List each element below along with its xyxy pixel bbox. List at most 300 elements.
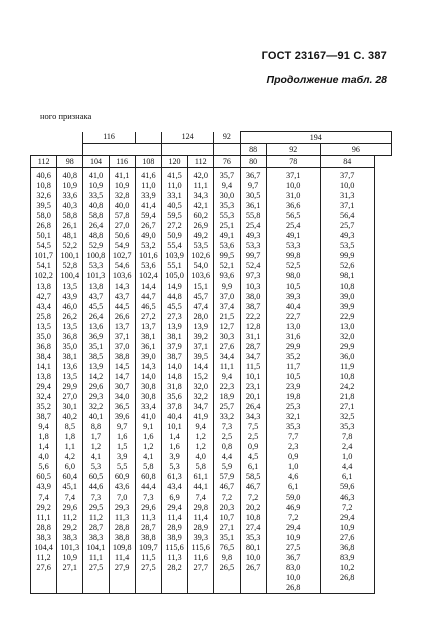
- table-cell: 13,0: [285, 321, 301, 331]
- table-cell: 36,7: [245, 171, 261, 180]
- table-cell: 52,8: [62, 261, 78, 271]
- table-cell: 27,0: [62, 392, 78, 402]
- table-cell: 20,3: [219, 502, 235, 512]
- table-cell: 27,4: [245, 522, 261, 532]
- table-cell: 9,7: [116, 422, 128, 432]
- table-cell: 52,2: [62, 241, 78, 251]
- table-cell: 38,4: [36, 351, 51, 361]
- table-cell: 30,5: [245, 191, 261, 201]
- table-cell: 29,2: [62, 522, 78, 532]
- table-cell: 22,3: [219, 381, 235, 391]
- table-cell: 13,9: [88, 361, 104, 371]
- column-cells-9: [266, 168, 320, 594]
- table-cell: 13,9: [193, 321, 208, 331]
- table-cell: 14,3: [141, 361, 156, 371]
- table-cell: 36,6: [285, 201, 301, 211]
- table-cell: 34,4: [219, 351, 235, 361]
- table-cell: 48,8: [88, 231, 104, 241]
- table-cell: 28,7: [88, 522, 104, 532]
- table-cell: 29,6: [88, 381, 104, 391]
- table-cell: 103,6: [112, 271, 132, 281]
- table-cell: 99,9: [339, 251, 355, 261]
- table-cell: 14,2: [88, 371, 104, 381]
- fragment-text: ного признака: [40, 111, 92, 121]
- sub-header-96: 96: [320, 144, 391, 156]
- table-cell: 55,8: [245, 211, 261, 221]
- table-cell: 7,2: [288, 512, 299, 522]
- table-cell: 33,9: [141, 191, 156, 201]
- table-cell: 104,4: [34, 542, 53, 552]
- table-cell: 26,2: [62, 311, 78, 321]
- table-cell: 11,3: [141, 512, 156, 522]
- table-cell: 30,0: [219, 191, 235, 201]
- table-cell: 10,3: [245, 281, 261, 291]
- table-cell: 1,6: [143, 432, 154, 442]
- table-cell: [188, 573, 213, 583]
- table-cell: 6,0: [64, 462, 75, 472]
- column-cells-3: [109, 168, 135, 594]
- table-cell: 50,9: [167, 231, 182, 241]
- table-cell: 4,2: [64, 452, 75, 462]
- table-cell: [162, 573, 187, 583]
- table-cell: 49,1: [219, 231, 235, 241]
- table-cell: 1,0: [342, 452, 353, 462]
- table-cell: 7,4: [64, 492, 75, 502]
- table-cell: 59,0: [285, 492, 301, 502]
- table-cell: 105,0: [165, 271, 184, 281]
- table-cell: 32,2: [193, 392, 208, 402]
- table-cell: 1,2: [143, 442, 154, 452]
- table-cell: 83,9: [339, 552, 355, 562]
- table-cell: 13,8: [88, 281, 104, 291]
- table-cell: 103,6: [191, 271, 211, 281]
- header-row-group: [31, 132, 392, 144]
- table-cell: 20,2: [245, 502, 261, 512]
- table-cell: 25,4: [245, 221, 261, 231]
- table-cell: 26,4: [88, 311, 104, 321]
- table-cell: 101,3: [86, 271, 106, 281]
- table-cell: [110, 573, 135, 583]
- table-cell: [136, 573, 161, 583]
- group-header-empty-left-2: [57, 132, 83, 144]
- table-cell: 10,2: [339, 562, 355, 572]
- table-cell: 60,8: [141, 472, 156, 482]
- table-cell: 58,8: [88, 211, 104, 221]
- table-cell: 14,3: [114, 281, 130, 291]
- column-header-9: 78: [266, 156, 320, 168]
- table-cell: 58,0: [36, 211, 51, 221]
- table-cell: 28,7: [141, 522, 156, 532]
- table-cell: 9,7: [247, 181, 259, 191]
- table-cell: 13,8: [36, 281, 51, 291]
- table-cell: 27,2: [167, 221, 182, 231]
- table-cell: 30,8: [141, 381, 156, 391]
- table-cell: 7,0: [116, 492, 128, 502]
- table-cell: 11,1: [219, 361, 235, 371]
- table-cell: 29,3: [114, 502, 130, 512]
- table-cell: 32,8: [114, 191, 130, 201]
- group-header-116: 116: [83, 132, 135, 144]
- table-cell: 46,3: [339, 492, 355, 502]
- table-cell: 53,5: [193, 241, 208, 251]
- table-cell: 59,5: [167, 211, 182, 221]
- table-cell: 14,0: [167, 361, 182, 371]
- group-header-116-ext: [135, 132, 161, 144]
- table-cell: [110, 583, 135, 593]
- table-cell: 1,5: [116, 442, 128, 452]
- table-cell: 29,5: [88, 502, 104, 512]
- table-cell: 27,6: [36, 562, 51, 572]
- column-header-7: 76: [214, 156, 240, 168]
- table-cell: 11,4: [167, 512, 182, 522]
- column-cells-6: [188, 168, 214, 594]
- table-cell: 27,5: [88, 562, 104, 572]
- table-cell: 14,9: [167, 281, 182, 291]
- table-cell: 83,0: [285, 562, 301, 572]
- table-cell: 99,5: [219, 251, 235, 261]
- table-cell: 101,3: [60, 542, 80, 552]
- table-cell: 60,4: [62, 472, 78, 482]
- table-cell: 41,6: [141, 171, 156, 180]
- table-cell: 102,4: [139, 271, 158, 281]
- table-cell: 60,9: [114, 472, 130, 482]
- table-cell: 39,2: [193, 331, 208, 341]
- table-cell: [241, 583, 266, 593]
- table-cell: 37,8: [167, 402, 182, 412]
- table-cell: [83, 583, 108, 593]
- table-cell: 9,4: [38, 422, 49, 432]
- table-cell: 40,8: [62, 171, 78, 180]
- table-cell: [241, 573, 266, 583]
- table-cell: 40,0: [114, 201, 130, 211]
- table-cell: 93,6: [219, 271, 235, 281]
- table-cell: 10,5: [285, 281, 301, 291]
- table-cell: 37,1: [339, 201, 355, 211]
- table-cell: 24,2: [339, 381, 355, 391]
- table-cell: 80,1: [245, 542, 261, 552]
- table-cell: 38,8: [114, 532, 130, 542]
- table-cell: 10,9: [339, 522, 355, 532]
- table-cell: 7,3: [90, 492, 102, 502]
- sub-header-spacer-120: [161, 144, 213, 156]
- table-cell: 26,9: [193, 221, 208, 231]
- table-cell: 10,8: [339, 281, 355, 291]
- table-cell: 27,5: [285, 542, 301, 552]
- table-cell: 47,4: [193, 301, 208, 311]
- table-cell: [57, 583, 82, 593]
- column-cells-1: [57, 168, 83, 594]
- table-cell: 26,6: [114, 311, 130, 321]
- table-cell: 25,8: [36, 311, 51, 321]
- table-cell: 41,9: [193, 412, 208, 422]
- table-cell: 8,8: [90, 422, 102, 432]
- table-cell: 26,4: [88, 221, 104, 231]
- table-cell: 100,8: [86, 251, 106, 261]
- data-table: [30, 131, 392, 594]
- table-cell: 1,2: [195, 432, 206, 442]
- table-cell: [57, 573, 82, 583]
- table-cell: 26,8: [36, 221, 51, 231]
- table-cell: 28,8: [114, 522, 130, 532]
- table-cell: 34,3: [245, 412, 261, 422]
- table-cell: 21,8: [339, 392, 355, 402]
- table-cell: 8,5: [64, 422, 75, 432]
- table-cell: 11,2: [36, 552, 51, 562]
- table-cell: 38,7: [167, 351, 182, 361]
- table-cell: 10,9: [285, 532, 301, 542]
- table-cell: 7,3: [221, 422, 233, 432]
- table-cell: 43,6: [114, 482, 130, 492]
- table-cell: 36,1: [245, 201, 261, 211]
- table-cell: 40,4: [167, 412, 182, 422]
- table-cell: 7,7: [288, 432, 299, 442]
- table-cell: 27,0: [114, 221, 130, 231]
- table-cell: [321, 583, 374, 593]
- table-cell: 14,8: [167, 371, 182, 381]
- column-header-1: 98: [57, 156, 83, 168]
- table-cell: 5,8: [195, 462, 206, 472]
- table-cell: 53,6: [219, 241, 235, 251]
- table-cell: 32,5: [339, 412, 355, 422]
- table-cell: 1,6: [169, 442, 180, 452]
- table-cell: 4,5: [247, 452, 259, 462]
- table-cell: 10,8: [339, 371, 355, 381]
- table-cell: 41,4: [141, 201, 156, 211]
- table-cell: 7,4: [38, 492, 49, 502]
- table-cell: 29,9: [62, 381, 78, 391]
- table-cell: 46,7: [219, 482, 235, 492]
- table-cell: [188, 583, 213, 593]
- table-cell: 54,1: [36, 261, 51, 271]
- table-cell: 27,5: [141, 562, 156, 572]
- table-cell: 39,3: [285, 291, 301, 301]
- table-cell: 9,4: [195, 422, 206, 432]
- table-cell: 11,1: [88, 552, 104, 562]
- page-header: ГОСТ 23167—91 С. 387: [261, 50, 387, 62]
- column-header-10: 84: [320, 156, 374, 168]
- table-cell: 42,0: [193, 171, 208, 180]
- table-cell: 44,5: [114, 301, 130, 311]
- table-cell: 3,9: [116, 452, 128, 462]
- table-cell: 36,8: [36, 341, 51, 351]
- table-cell: 38,1: [167, 331, 182, 341]
- table-cell: 109,8: [112, 542, 132, 552]
- table-cell: 98,0: [285, 271, 301, 281]
- table-cell: 30,3: [219, 331, 235, 341]
- table-cell: 20,1: [245, 392, 261, 402]
- table-cell: 41,5: [167, 171, 182, 180]
- table-cell: 27,1: [339, 402, 355, 412]
- table-cell: 38,5: [88, 351, 104, 361]
- table-cell: 1,4: [38, 442, 49, 452]
- table-cell: 37,9: [167, 341, 182, 351]
- table-cell: 100,1: [60, 251, 80, 261]
- table-cell: 6,1: [342, 472, 353, 482]
- table-cell: 102,6: [191, 251, 211, 261]
- table-cell: [162, 583, 187, 593]
- table-cell: 4,0: [38, 452, 49, 462]
- table-cell: 30,1: [62, 402, 78, 412]
- table-cell: 7,8: [342, 432, 353, 442]
- table-cell: 102,7: [112, 251, 132, 261]
- table-cell: 2,5: [221, 432, 233, 442]
- table-cell: 41,0: [141, 412, 156, 422]
- table-cell: 38,1: [141, 331, 156, 341]
- table-cell: 36,1: [141, 341, 156, 351]
- table-cell: 41,1: [114, 171, 130, 180]
- group-header-empty-left: [31, 132, 57, 144]
- table-cell: 7,2: [342, 502, 353, 512]
- table-cell: 27,1: [62, 562, 78, 572]
- table-cell: 22,9: [339, 311, 355, 321]
- table-cell: 53,3: [245, 241, 261, 251]
- table-cell: 37,1: [285, 171, 301, 180]
- table-cell: 35,3: [245, 532, 261, 542]
- table-cell: 6,9: [169, 492, 180, 502]
- table-cell: 29,2: [36, 502, 51, 512]
- table-cell: 5,5: [116, 462, 128, 472]
- table-cell: 53,6: [141, 261, 156, 271]
- table-cell: 57,9: [219, 472, 235, 482]
- table-cell: 102,2: [34, 271, 53, 281]
- column-header-2: 104: [83, 156, 109, 168]
- table-cell: 36,7: [285, 552, 301, 562]
- table-cell: 12,8: [245, 321, 261, 331]
- table-cell: 14,7: [114, 371, 130, 381]
- table-cell: 44,1: [193, 482, 208, 492]
- table-cell: 15,2: [193, 371, 208, 381]
- table-cell: 10,8: [245, 512, 261, 522]
- table-cell: 10,0: [339, 181, 355, 191]
- table-cell: 15,1: [193, 281, 208, 291]
- table-cell: 115,6: [191, 542, 210, 552]
- table-cell: 34,3: [193, 191, 208, 201]
- table-cell: 40,2: [62, 412, 78, 422]
- table-cell: 11,0: [167, 181, 182, 191]
- table-cell: 13,9: [167, 321, 182, 331]
- table-cell: 38,8: [114, 351, 130, 361]
- table-cell: 4,4: [221, 452, 233, 462]
- table-cell: 29,4: [167, 502, 182, 512]
- table-cell: [31, 583, 56, 593]
- table-cell: 54,9: [114, 241, 130, 251]
- column-cells-7: [214, 168, 240, 594]
- table-cell: 46,5: [141, 301, 156, 311]
- table-cell: 35,3: [219, 201, 235, 211]
- table-cell: 40,5: [167, 201, 182, 211]
- table-cell: 45,5: [88, 301, 104, 311]
- column-cells-2: [83, 168, 109, 594]
- table-cell: 58,5: [245, 472, 261, 482]
- table-cell: 12,7: [219, 321, 235, 331]
- table-cell: 61,3: [167, 472, 182, 482]
- table-cell: 41,0: [88, 171, 104, 180]
- table-cell: 0,9: [247, 442, 259, 452]
- table-cell: 43,7: [114, 291, 130, 301]
- column-cells-4: [135, 168, 161, 594]
- table-cell: 7,4: [195, 492, 206, 502]
- table-cell: 7,2: [221, 492, 233, 502]
- table-cell: 37,4: [219, 301, 235, 311]
- table-cell: 13,7: [114, 321, 130, 331]
- table-cell: 29,9: [339, 341, 355, 351]
- table-cell: 35,7: [219, 171, 235, 180]
- table-cell: 27,3: [167, 311, 182, 321]
- table-cell: 22,2: [245, 311, 261, 321]
- table-cell: 45,1: [62, 482, 78, 492]
- table-cell: 10,0: [245, 552, 261, 562]
- table-cell: 5,8: [143, 462, 154, 472]
- table-cell: 25,4: [285, 221, 301, 231]
- table-cell: 52,5: [285, 261, 301, 271]
- sub-header-88: 88: [240, 144, 266, 156]
- table-cell: 27,7: [193, 562, 208, 572]
- table-cell: 97,3: [245, 271, 261, 281]
- table-cell: 23,1: [245, 381, 261, 391]
- table-cell: 10,9: [88, 181, 104, 191]
- table-cell: 37,1: [193, 341, 208, 351]
- table-cell: 44,4: [141, 482, 156, 492]
- table-cell: 43,9: [62, 291, 78, 301]
- table-cell: 52,9: [88, 241, 104, 251]
- table-cell: 38,9: [167, 532, 182, 542]
- table-cell: 5,6: [38, 462, 49, 472]
- table-cell: 29,4: [285, 522, 301, 532]
- table-cell: 5,9: [221, 462, 233, 472]
- table-cell: 35,6: [167, 392, 182, 402]
- table-cell: 2,5: [247, 432, 259, 442]
- table-cell: 38,7: [36, 412, 51, 422]
- table-cell: 54,0: [193, 261, 208, 271]
- table-cell: 13,5: [62, 281, 78, 291]
- table-cell: 35,1: [88, 341, 104, 351]
- table-cell: [214, 573, 239, 583]
- continuation-label: Продолжение табл. 28: [266, 74, 387, 86]
- table-cell: 36,9: [88, 331, 104, 341]
- table-cell: 26,8: [339, 572, 355, 582]
- table-cell: 1,2: [90, 442, 102, 452]
- group-header-194: 194: [240, 132, 391, 144]
- table-cell: 11,1: [193, 181, 208, 191]
- table-cell: 4,1: [143, 452, 154, 462]
- table-cell: 5,3: [90, 462, 102, 472]
- table-cell: [136, 583, 161, 593]
- table-cell: 23,9: [285, 381, 301, 391]
- table-cell: 38,1: [62, 351, 78, 361]
- table-cell: 101,6: [139, 251, 158, 261]
- table-cell: 100,4: [60, 271, 80, 281]
- table-cell: 9,4: [221, 371, 233, 381]
- table-cell: 25,7: [339, 221, 355, 231]
- table-cell: 1,8: [64, 432, 75, 442]
- table-cell: 60,5: [88, 472, 104, 482]
- table-cell: 40,1: [88, 412, 104, 422]
- table-cell: 35,0: [62, 341, 78, 351]
- table-cell: 4,1: [90, 452, 102, 462]
- table-cell: 29,9: [285, 341, 301, 351]
- table-cell: 25,7: [219, 402, 235, 412]
- table-cell: 11,4: [115, 552, 130, 562]
- table-cell: 52,6: [339, 261, 355, 271]
- table-cell: 13,5: [62, 371, 78, 381]
- table-cell: 29,6: [62, 502, 78, 512]
- table-cell: 9,1: [143, 422, 154, 432]
- table-cell: 32,0: [339, 331, 355, 341]
- table-cell: 55,1: [167, 261, 182, 271]
- table-cell: 32,1: [285, 412, 301, 422]
- table-cell: 1,0: [288, 462, 299, 472]
- table-cell: 26,8: [285, 582, 301, 592]
